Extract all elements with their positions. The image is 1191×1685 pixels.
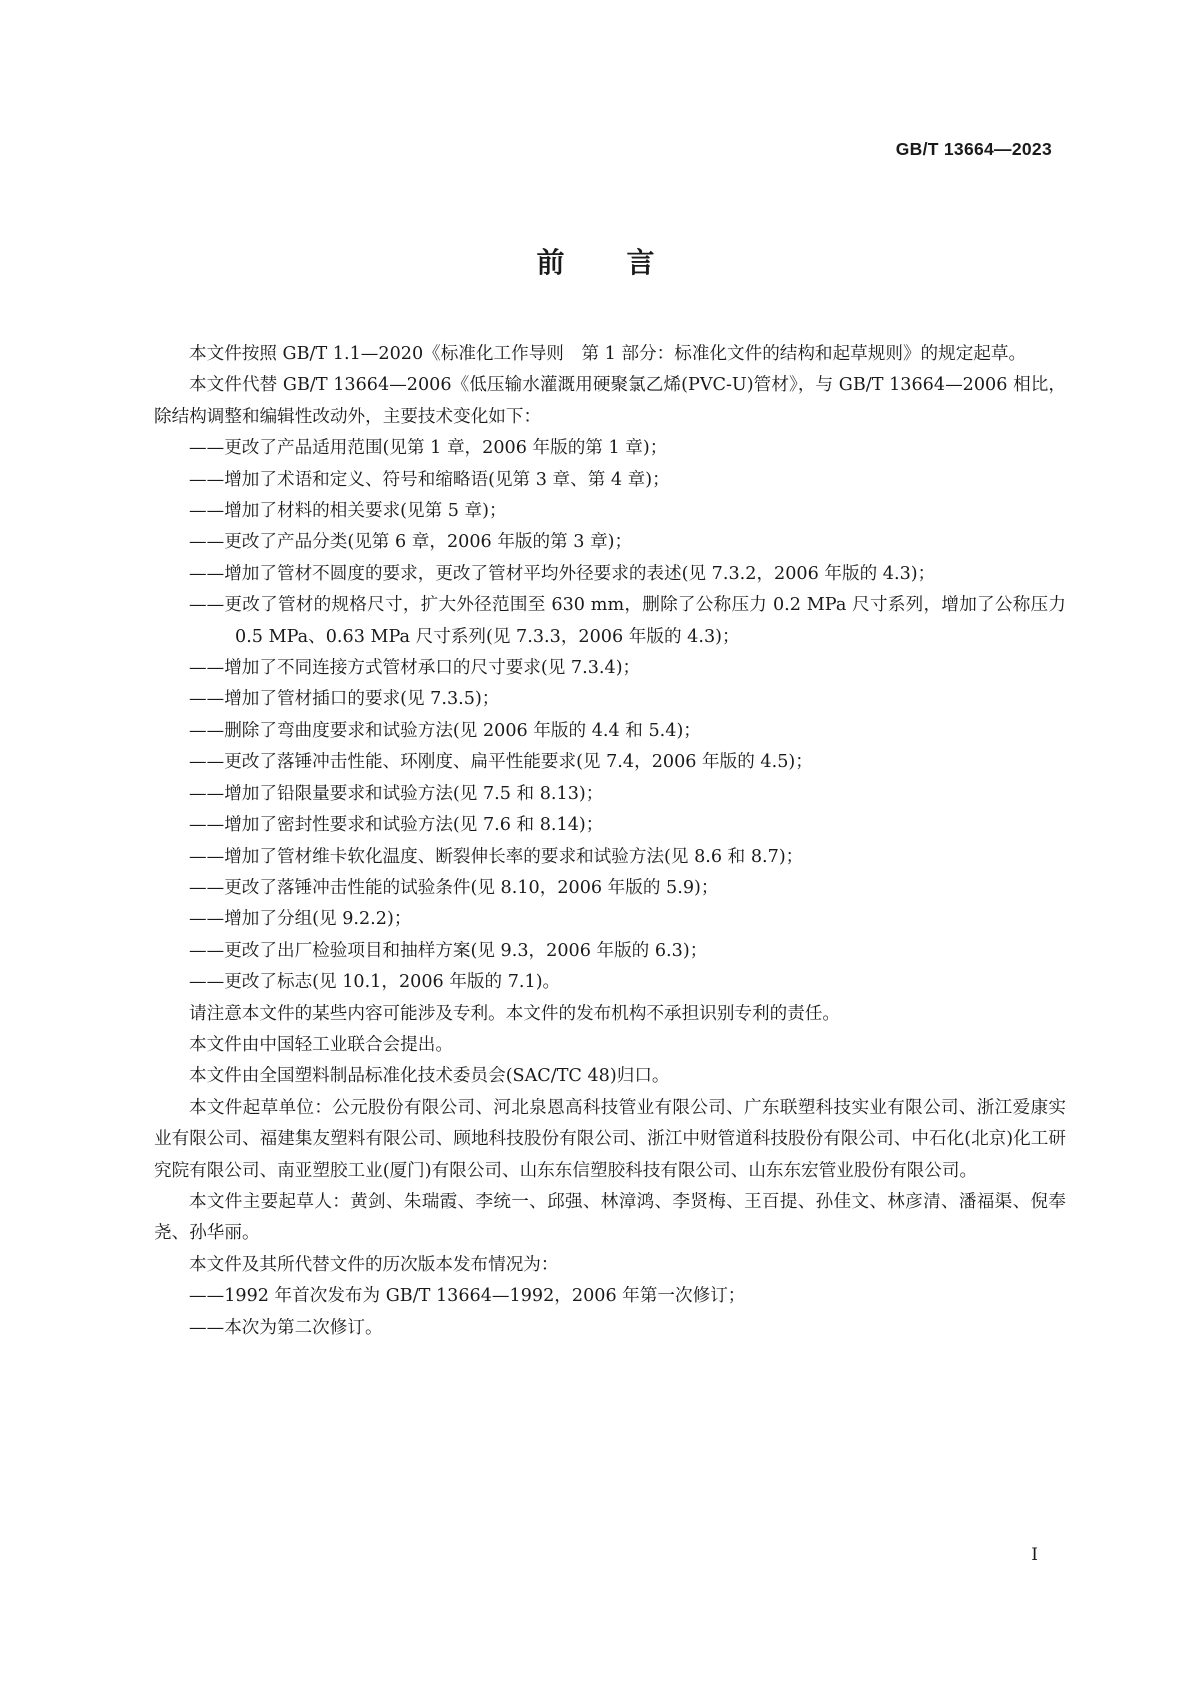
history-intro-paragraph: 本文件及其所代替文件的历次版本发布情况为： bbox=[189, 1254, 559, 1275]
replacement-paragraph: 本文件代替 GB/T 13664—2006《低压输水灌溉用硬聚氯乙烯(PVC-U)管材》，与 GB/T 13664—2006 相比，除结构调整和编辑性改动外，主要技术变化如下： bbox=[154, 375, 1066, 427]
history-list bbox=[154, 1281, 1066, 1344]
proposer-paragraph: 本文件由中国轻工业联合会提出。 bbox=[189, 1034, 453, 1055]
change-item: ——更改了落锤冲击性能的试验条件(见 8.10，2006 年版的 5.9)； bbox=[189, 877, 719, 898]
drafting-basis-paragraph: 本文件按照 GB/T 1.1—2020《标准化工作导则 第 1 部分：标准化文件的结构和起草规则》的规定起草。 bbox=[189, 344, 1027, 364]
drafters-paragraph: 本文件主要起草人：黄剑、朱瑞霞、李统一、邱强、林漳鸿、李贤梅、王百提、孙佳文、林彦清、潘福渠、倪奉尧、孙华丽。 bbox=[154, 1191, 1066, 1244]
change-item: ——增加了分组(见 9.2.2)； bbox=[189, 909, 412, 930]
change-item: ——增加了铅限量要求和试验方法(见 7.5 和 8.13)； bbox=[189, 783, 604, 804]
technical-changes-list bbox=[154, 433, 1066, 998]
history-item: ——本次为第二次修订。 bbox=[189, 1317, 383, 1338]
change-item: ——增加了管材不圆度的要求，更改了管材平均外径要求的表述(见 7.3.2，2006 年版的 4.3)； bbox=[189, 563, 936, 584]
change-item: ——删除了弯曲度要求和试验方法(见 2006 年版的 4.4 和 5.4)； bbox=[189, 720, 701, 741]
history-item: ——1992 年首次发布为 GB/T 13664—1992，2006 年第一次修订； bbox=[189, 1286, 746, 1307]
change-item: ——增加了密封性要求和试验方法(见 7.6 和 8.14)； bbox=[189, 815, 604, 836]
change-item: ——增加了不同连接方式管材承口的尺寸要求(见 7.3.4)； bbox=[189, 658, 641, 679]
standard-number: GB/T 13664—2023 bbox=[895, 139, 1052, 159]
change-item: ——增加了管材维卡软化温度、断裂伸长率的要求和试验方法(见 8.6 和 8.7)； bbox=[189, 846, 804, 867]
committee-paragraph: 本文件由全国塑料制品标准化技术委员会(SAC/TC 48)归口。 bbox=[189, 1066, 670, 1087]
change-item: ——增加了材料的相关要求(见第 5 章)； bbox=[189, 501, 507, 522]
page-title: 前言 bbox=[536, 246, 717, 279]
change-item: ——更改了产品分类(见第 6 章，2006 年版的第 3 章)； bbox=[189, 532, 633, 553]
change-item: ——更改了标志(见 10.1，2006 年版的 7.1)。 bbox=[189, 972, 561, 993]
change-item: ——增加了管材插口的要求(见 7.3.5)； bbox=[189, 689, 500, 710]
foreword-body bbox=[154, 339, 1066, 1344]
patent-notice-paragraph: 请注意本文件的某些内容可能涉及专利。本文件的发布机构不承担识别专利的责任。 bbox=[189, 1003, 840, 1024]
change-item: ——更改了出厂检验项目和抽样方案(见 9.3，2006 年版的 6.3)； bbox=[189, 940, 708, 961]
page-number: I bbox=[1031, 1545, 1038, 1565]
change-item: ——增加了术语和定义、符号和缩略语(见第 3 章、第 4 章)； bbox=[189, 469, 670, 490]
change-item: ——更改了管材的规格尺寸，扩大外径范围至 630 mm，删除了公称压力 0.2 MPa 尺寸系列，增加了公称压力 0.5 MPa、0.63 MPa 尺寸系列(见 7.3.3，2006 年版的 4.3)； bbox=[189, 595, 1066, 647]
change-item: ——更改了产品适用范围(见第 1 章，2006 年版的第 1 章)； bbox=[189, 438, 668, 459]
drafting-units-paragraph: 本文件起草单位：公元股份有限公司、河北泉恩高科技管业有限公司、广东联塑科技实业有限公司、浙江爱康实业有限公司、福建集友塑料有限公司、顾地科技股份有限公司、浙江中财管道科技股份有限公司、中石化(北京)化工研究院有限公司、南亚塑胶工业(厦门)有限公司、山东东信塑胶科技有限公司、山东东宏管业股份有限公司。 bbox=[154, 1097, 1066, 1181]
change-item: ——更改了落锤冲击性能、环刚度、扁平性能要求(见 7.4，2006 年版的 4.5)； bbox=[189, 752, 813, 773]
